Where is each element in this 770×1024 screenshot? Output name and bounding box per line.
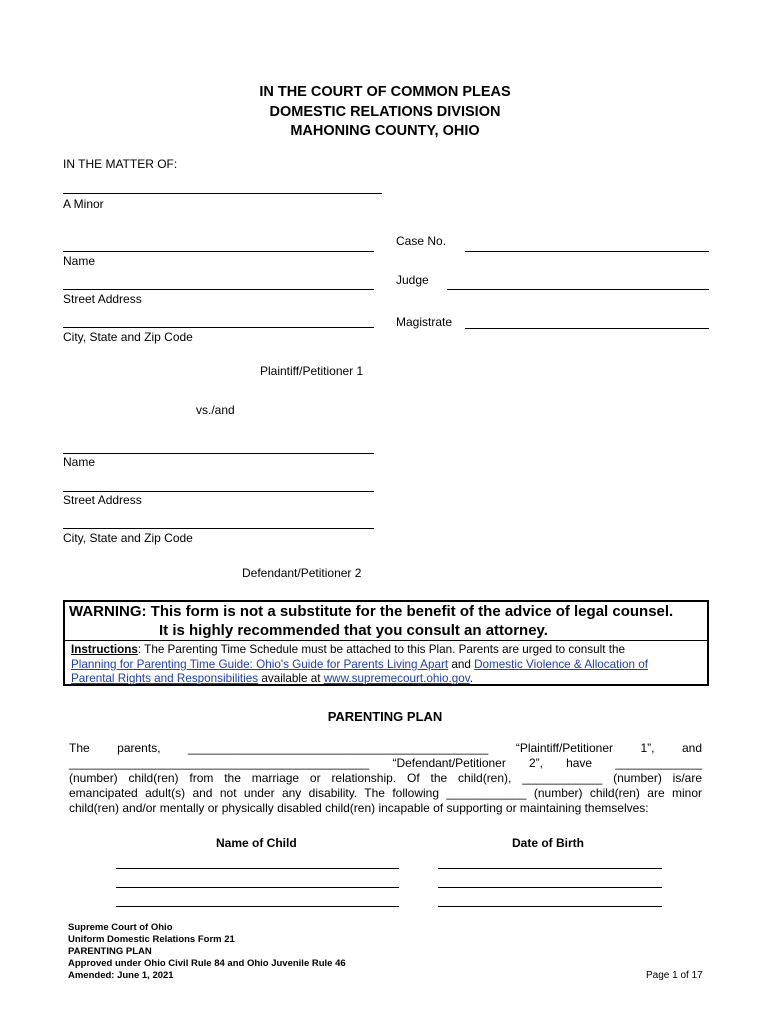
plaintiff-street-label: Street Address <box>63 292 142 306</box>
vs-label: vs./and <box>196 403 235 417</box>
footer-line-1: Supreme Court of Ohio <box>68 922 173 933</box>
defendant-role-label: Defendant/Petitioner 2 <box>242 566 362 580</box>
child-dob-line-2[interactable] <box>438 887 662 888</box>
matter-of-label: IN THE MATTER OF: <box>63 157 178 171</box>
footer-line-2: Uniform Domestic Relations Form 21 <box>68 934 235 945</box>
child-name-line-1[interactable] <box>116 868 399 869</box>
defendant-name-label: Name <box>63 455 96 469</box>
plan-paragraph-line-3: (number) child(ren) from the marriage or relationship. Of the child(ren), ____________ (number) is/are <box>69 771 702 785</box>
minor-name-line[interactable] <box>63 193 382 194</box>
instructions-line-1 <box>71 643 625 656</box>
case-no-label: Case No. <box>396 234 447 248</box>
plaintiff-role-label: Plaintiff/Petitioner 1 <box>260 364 364 378</box>
parenting-plan-title: PARENTING PLAN <box>327 709 443 724</box>
warning-divider <box>65 640 707 641</box>
child-dob-line-1[interactable] <box>438 868 662 869</box>
plan-paragraph-line-2: _____________________________________________ “Defendant/Petitioner 2”, have _____________ <box>69 756 702 770</box>
name-of-child-header: Name of Child <box>216 836 297 850</box>
court-heading-line-1: IN THE COURT OF COMMON PLEAS <box>259 84 511 100</box>
supreme-court-website-link[interactable]: www.supremecourt.ohio.gov <box>323 672 470 685</box>
date-of-birth-header: Date of Birth <box>512 836 584 850</box>
plaintiff-street-line[interactable] <box>63 289 374 290</box>
defendant-name-line[interactable] <box>63 453 374 454</box>
judge-line[interactable] <box>447 289 709 290</box>
magistrate-line[interactable] <box>465 328 709 329</box>
instructions-line-3 <box>71 672 473 685</box>
child-dob-line-3[interactable] <box>438 906 662 907</box>
plan-paragraph-line-4: emancipated adult(s) and not under any disability. The following ____________ (number) child(ren) are minor <box>69 786 702 800</box>
magistrate-label: Magistrate <box>396 315 453 329</box>
case-no-line[interactable] <box>465 251 709 252</box>
footer-line-5: Amended: June 1, 2021 <box>68 970 174 981</box>
domestic-violence-link[interactable]: Domestic Violence & Allocation of <box>474 658 648 671</box>
footer-line-3: PARENTING PLAN <box>68 946 152 957</box>
plan-paragraph-line-1: The parents, _____________________________________________ “Plaintiff/Petitioner 1”, and <box>69 741 702 755</box>
warning-line-1: WARNING: This form is not a substitute for the benefit of the advice of legal counsel. <box>69 603 674 620</box>
instructions-label: Instructions <box>71 643 138 656</box>
judge-label: Judge <box>396 273 429 287</box>
warning-box <box>63 600 709 686</box>
child-name-line-2[interactable] <box>116 887 399 888</box>
plaintiff-name-line[interactable] <box>63 251 374 252</box>
and-text: and <box>448 658 475 671</box>
plaintiff-name-label: Name <box>63 254 96 268</box>
plan-paragraph-line-5: child(ren) and/or mentally or physically disabled child(ren) incapable of supporting or maintaining themselves: <box>69 801 649 815</box>
warning-line-2: It is highly recommended that you consult an attorney. <box>159 622 548 639</box>
instructions-line-2 <box>71 658 648 671</box>
plaintiff-city-label: City, State and Zip Code <box>63 330 193 344</box>
available-at-text: available at <box>258 672 324 685</box>
minor-label: A Minor <box>63 197 104 211</box>
page-number: Page 1 of 17 <box>646 970 703 981</box>
defendant-street-label: Street Address <box>63 493 142 507</box>
period-text: . <box>469 672 473 685</box>
plaintiff-city-line[interactable] <box>63 327 374 328</box>
defendant-city-line[interactable] <box>63 528 374 529</box>
parenting-time-guide-link[interactable]: Planning for Parenting Time Guide: Ohio's Guide for Parents Living Apart <box>71 658 449 671</box>
defendant-city-label: City, State and Zip Code <box>63 531 193 545</box>
child-name-line-3[interactable] <box>116 906 399 907</box>
parental-rights-link[interactable]: Parental Rights and Responsibilities <box>71 672 259 685</box>
court-heading-line-3: MAHONING COUNTY, OHIO <box>290 123 480 139</box>
defendant-street-line[interactable] <box>63 491 374 492</box>
instructions-text: : The Parenting Time Schedule must be attached to this Plan. Parents are urged to consult the <box>137 643 625 656</box>
court-heading-line-2: DOMESTIC RELATIONS DIVISION <box>269 104 501 120</box>
footer-line-4: Approved under Ohio Civil Rule 84 and Ohio Juvenile Rule 46 <box>68 958 346 969</box>
